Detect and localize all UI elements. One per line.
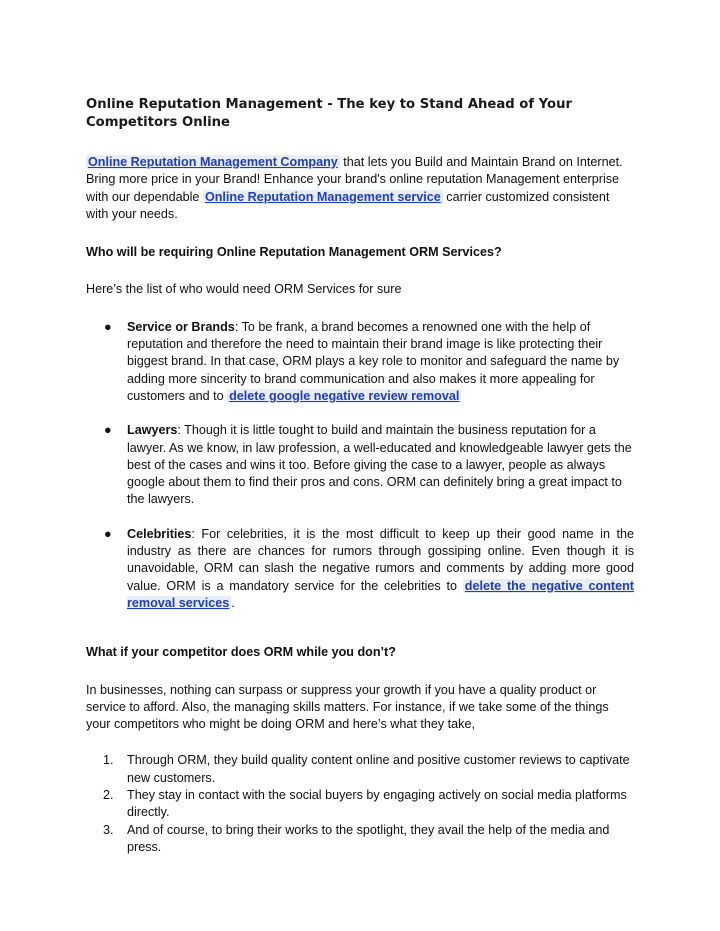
- section-lead-competitor: In businesses, nothing can surpass or suppress your growth if you have a quality product or service to afford. Also, the managing skills matters. For instance, if we take some of the things your competitors who might be doing ORM and here’s what they take,: [86, 682, 609, 732]
- list-item-text: Through ORM, they build quality content online and positive customer reviews to captivate new customers.: [127, 753, 630, 785]
- list-item-after: .: [231, 595, 235, 610]
- list-item: [86, 787, 634, 822]
- intro-text-1: that lets you Build and Maintain Brand on Internet. Bring more price in your Brand! Enhance your brand's online reputation Management enterprise with our dependable: [86, 155, 623, 204]
- list-item: [86, 526, 634, 612]
- section-heading-who: Who will be requiring Online Reputation Management ORM Services?: [86, 245, 502, 260]
- who-needs-orm-list: [86, 319, 634, 612]
- competitor-orm-list: [86, 752, 634, 856]
- list-item-term: Service or Brands: [127, 319, 235, 334]
- list-item-term: Celebrities: [127, 526, 192, 541]
- list-item-text: They stay in contact with the social buyers by engaging actively on social media platforms directly.: [127, 788, 627, 820]
- list-item-text: : To be frank, a brand becomes a renowned one with the help of reputation and therefore the need to maintain their brand image is like protecting their biggest brand. In that case, ORM plays a key role to monitor and safeguard the name by adding more sincerity to brand communication and also makes it more appealing for customers and to: [127, 319, 620, 403]
- bullet-icon: ●: [104, 423, 112, 438]
- list-item: [86, 752, 634, 787]
- bullet-icon: ●: [104, 319, 112, 334]
- section-heading-competitor: What if your competitor does ORM while you don’t?: [86, 645, 396, 660]
- list-item-number: 2.: [103, 788, 114, 803]
- section-lead-who: Here’s the list of who would need ORM Services for sure: [86, 282, 402, 297]
- orm-company-link[interactable]: Online Reputation Management Company: [88, 155, 338, 169]
- document-title: Online Reputation Management - The key to Stand Ahead of Your Competitors Online: [86, 97, 572, 130]
- orm-service-link[interactable]: Online Reputation Management service: [204, 189, 441, 204]
- list-item: [86, 422, 634, 508]
- delete-negative-content-link[interactable]: delete the negative content removal services: [127, 578, 635, 610]
- list-item-text: : Though it is little tought to build and maintain the business reputation for a lawyer. As we know, in law profession, a well-educated and knowledgeable lawyer gets the best of the cases and wins it too. Before giving the case to a lawyer, people as always google about them to find their pros and cons. ORM can definitely bring a great impact to the lawyers.: [127, 423, 632, 507]
- intro-text-2: carrier customized consistent with your needs.: [86, 189, 610, 221]
- delete-google-review-link[interactable]: delete google negative review removal: [229, 388, 460, 403]
- list-item-term: Lawyers: [127, 423, 178, 438]
- list-item: [86, 319, 634, 405]
- list-item-text: : For celebrities, it is the most difficult to keep up their good name in the industry as there are chances for rumors through gossiping online. Even though it is unavoidable, ORM can slash the negative rumors and comments by adding more good value. ORM is a mandatory service for the celebrities to: [127, 526, 634, 593]
- intro-paragraph: [86, 154, 634, 223]
- list-item-number: 3.: [103, 822, 114, 837]
- bullet-icon: ●: [104, 526, 112, 541]
- list-item-number: 1.: [103, 753, 114, 768]
- list-item-text: And of course, to bring their works to the spotlight, they avail the help of the media and press.: [127, 822, 610, 854]
- list-item: [86, 822, 634, 857]
